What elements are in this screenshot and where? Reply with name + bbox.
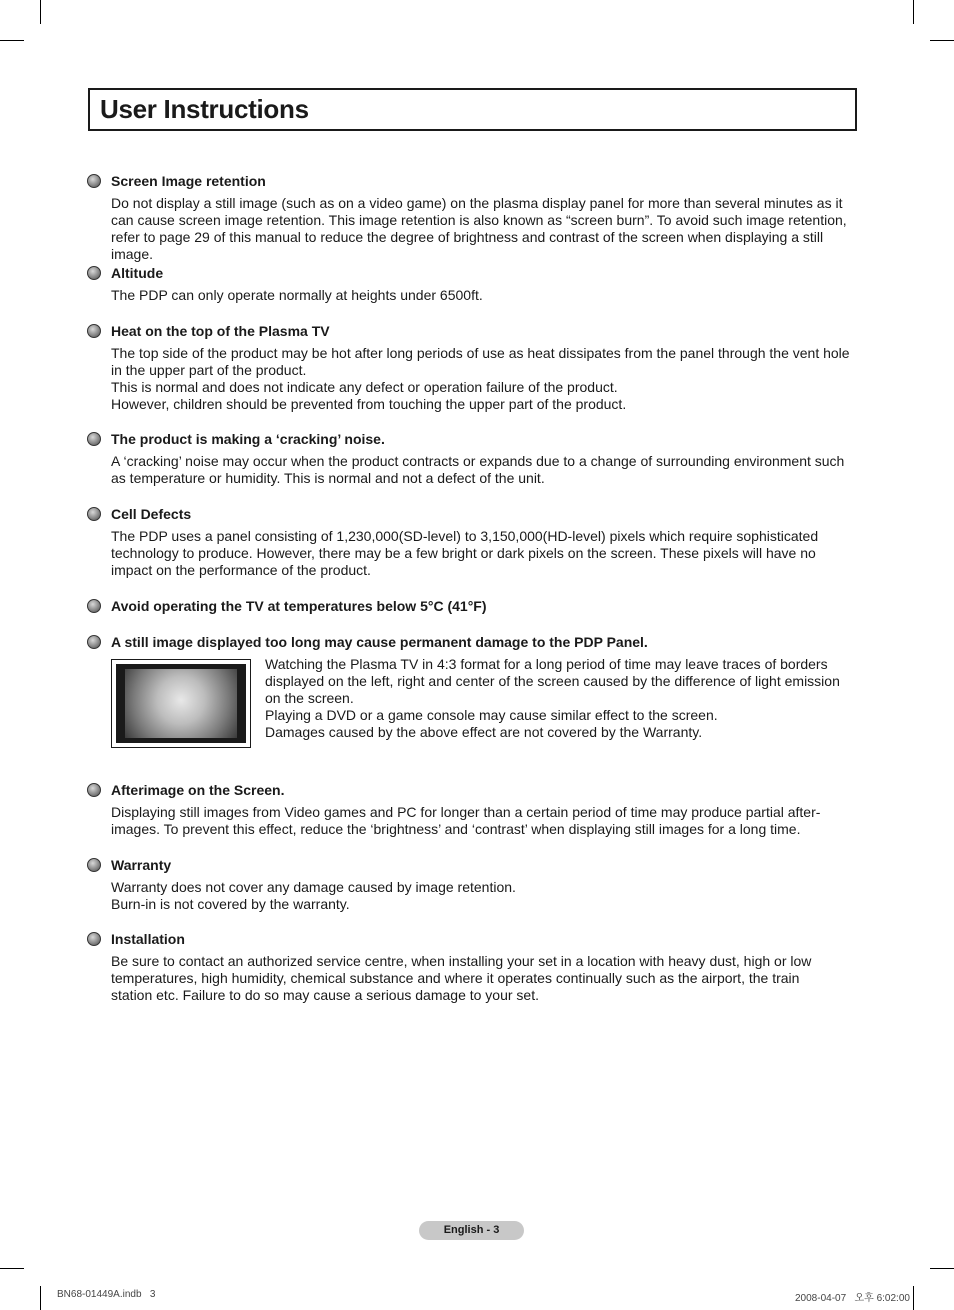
crop-mark — [930, 1268, 954, 1269]
page-title: User Instructions — [100, 94, 309, 124]
paragraph: Do not display a still image (such as on a video game) on the plasma display panel for more than several minutes as it can cause screen image retention. This image retention is also known as “screen burn”. To avoid such image retention, refer to page 29 of this manual to reduce the degree of brightness and contrast of the screen when displaying a still image. — [111, 195, 847, 262]
bullet-icon — [87, 858, 101, 872]
section-heading: Avoid operating the TV at temperatures below 5°C (41°F) — [111, 598, 487, 614]
section-heading: The product is making a ‘cracking’ noise. — [111, 431, 385, 447]
section-heading: Installation — [111, 931, 185, 947]
section-body — [111, 195, 857, 263]
paragraph: Displaying still images from Video games and PC for longer than a certain period of time may produce partial after-images. To prevent this effect, reduce the ‘brightness’ and ‘contrast’ when displaying still images for a long time. — [111, 804, 821, 837]
section-heading: Cell Defects — [111, 506, 192, 522]
paragraph: Warranty does not cover any damage caused by image retention. — [111, 879, 516, 895]
section-heading: Afterimage on the Screen. — [111, 782, 285, 798]
print-date: 2008-04-07 오후 6:02:00 — [795, 1293, 910, 1304]
bullet-icon — [87, 174, 101, 188]
section-body — [111, 345, 857, 413]
paragraph: The PDP uses a panel consisting of 1,230,000(SD-level) to 3,150,000(HD-level) pixels which require sophisticated technology to produce. However, there may be a few bright or dark pixels on the screen. These pixels will have no impact on the performance of the product. — [111, 528, 819, 578]
paragraph: The PDP can only operate normally at heights under 6500ft. — [111, 287, 483, 303]
section-body — [265, 656, 857, 741]
section-body — [111, 953, 841, 1004]
paragraph: Playing a DVD or a game console may cause similar effect to the screen. — [265, 707, 718, 723]
crop-mark — [40, 1286, 41, 1310]
paragraph: Damages caused by the above effect are not covered by the Warranty. — [265, 724, 703, 740]
bullet-icon — [87, 266, 101, 280]
section-body — [111, 528, 857, 579]
crop-mark — [913, 0, 914, 24]
flower-image — [125, 669, 237, 738]
bullet-icon — [87, 432, 101, 446]
tv-screen-illustration — [111, 659, 251, 748]
crop-mark — [40, 0, 41, 24]
section-heading: Warranty — [111, 857, 172, 873]
section-body — [111, 804, 861, 838]
tv-frame — [116, 664, 246, 743]
section-body — [111, 287, 857, 304]
section-heading: A still image displayed too long may cause permanent damage to the PDP Panel. — [111, 634, 648, 650]
paragraph: Burn-in is not covered by the warranty. — [111, 896, 350, 912]
file-info: BN68-01449A.indb 3 — [57, 1289, 156, 1300]
paragraph: Watching the Plasma TV in 4:3 format for a long period of time may leave traces of borders displayed on the left, right and center of the screen caused by the difference of light emission on the screen. — [265, 656, 840, 706]
crop-mark — [0, 40, 24, 41]
page-title-box — [88, 88, 857, 131]
paragraph: A ‘cracking’ noise may occur when the product contracts or expands due to a change of surrounding environment such as temperature or humidity. This is normal and not a defect of the unit. — [111, 453, 845, 486]
section-body — [111, 879, 857, 913]
page-number-badge: English - 3 — [419, 1221, 524, 1240]
bullet-icon — [87, 324, 101, 338]
paragraph: However, children should be prevented from touching the upper part of the product. — [111, 396, 627, 412]
section-heading: Altitude — [111, 265, 164, 281]
paragraph: Be sure to contact an authorized service centre, when installing your set in a location with heavy dust, high or low temperatures, high humidity, chemical substance and where it operates continually such as the airport, the train station etc. Failure to do so may cause a serious damage to your set. — [111, 953, 812, 1003]
bullet-icon — [87, 635, 101, 649]
paragraph: The top side of the product may be hot after long periods of use as heat dissipates from the panel through the vent hole in the upper part of the product. — [111, 345, 850, 378]
section-body — [111, 453, 857, 487]
bullet-icon — [87, 783, 101, 797]
section-heading: Screen Image retention — [111, 173, 266, 189]
bullet-icon — [87, 507, 101, 521]
crop-mark — [913, 1286, 914, 1310]
paragraph: This is normal and does not indicate any defect or operation failure of the product. — [111, 379, 618, 395]
bullet-icon — [87, 599, 101, 613]
crop-mark — [930, 40, 954, 41]
section-heading: Heat on the top of the Plasma TV — [111, 323, 330, 339]
bullet-icon — [87, 932, 101, 946]
crop-mark — [0, 1268, 24, 1269]
